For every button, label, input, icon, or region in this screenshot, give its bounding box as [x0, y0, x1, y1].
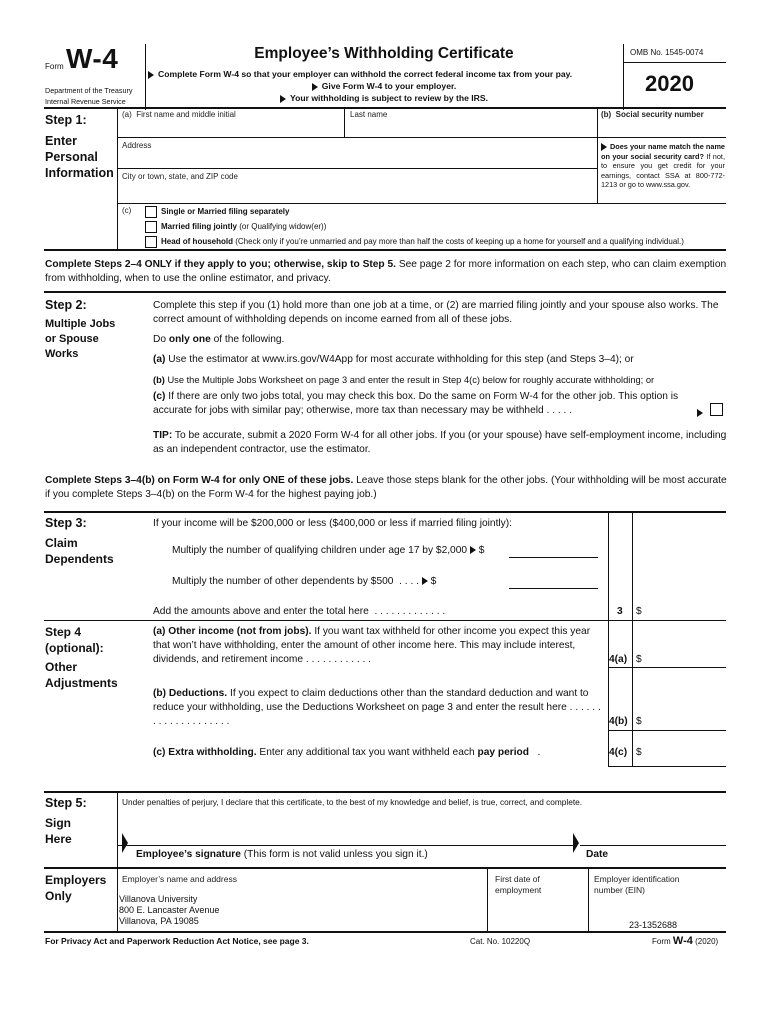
first-date-input[interactable]	[490, 898, 586, 928]
name-match-note: Does your name match the name on your social security card? If not, to ensure you get credit for your earnings, contact SSA at 800-772-1213 or go to www.ssa.gov.	[601, 142, 725, 190]
signature-label: Employee’s signature (This form is not valid unless you sign it.)	[136, 849, 428, 860]
filing-hoh-option[interactable]: Head of household (Check only if you’re unmarried and pay more than half the costs of keeping up a home for yourself and a qualifying individual.)	[145, 234, 684, 249]
form-label: Form	[45, 62, 64, 71]
employer-name-address[interactable]: Villanova University 800 E. Lancaster Avenue Villanova, PA 19085	[119, 894, 220, 926]
city-input[interactable]	[119, 183, 595, 199]
line-4a-amount-input[interactable]	[646, 651, 724, 665]
ein-value[interactable]: 23-1352688	[629, 920, 678, 930]
children-amount-input[interactable]	[517, 545, 597, 557]
address-label: Address	[122, 141, 152, 150]
step2-intro: Complete this step if you (1) hold more than one job at a time, or (2) are married filing jointly and your spouse also works. The correct amount of withholding depends on income earned from all of these jobs.	[153, 300, 719, 325]
step3-subtitle: Claim Dependents	[45, 536, 114, 566]
privacy-notice: For Privacy Act and Paperwork Reduction Act Notice, see page 3.	[45, 936, 309, 946]
date-marker-icon	[573, 833, 579, 853]
step2-option-b: (b) Use the Multiple Jobs Worksheet on page 3 and enter the result in Step 4(c) below for roughly accurate withholding; or	[153, 375, 655, 385]
line-4b-amount-input[interactable]	[646, 713, 724, 727]
date-field[interactable]	[583, 828, 723, 844]
last-name-input[interactable]	[346, 121, 595, 135]
step4-b-text: (b) Deductions. If you expect to claim deductions other than the standard deduction and want to reduce your withholding, use the Deductions Worksheet on page 3 and enter the result here . . . . . . . . . . . . . . . . . . . .	[153, 688, 601, 727]
hoh-checkbox[interactable]	[145, 236, 157, 248]
step3-total-line: Add the amounts above and enter the total here . . . . . . . . . . . . .	[153, 606, 446, 617]
line-4b-number: 4(b)	[609, 716, 628, 727]
line-4a-dollar: $	[636, 654, 642, 665]
filing-single-option[interactable]: Single or Married filing separately	[145, 204, 684, 219]
omb-number: OMB No. 1545-0074	[630, 48, 704, 57]
first-name-input[interactable]	[119, 121, 343, 135]
employer-name-label: Employer’s name and address	[122, 874, 237, 884]
ein-label: Employer identification number (EIN)	[594, 874, 680, 895]
notice-steps-3-4b: Complete Steps 3–4(b) on Form W-4 for only ONE of these jobs. Leave those steps blank for the other jobs. (Your withholding will be most accurate if you complete Steps 3–4(b) on the Form W-4 for the highest paying job.)	[45, 475, 727, 500]
footer-form-id: Form W-4 (2020)	[652, 935, 719, 947]
instruction-3: Your withholding is subject to review by the IRS.	[145, 93, 623, 103]
step3-other-line: Multiply the number of other dependents by $500 . . . . $	[172, 576, 437, 587]
line-3-number: 3	[617, 606, 623, 617]
employers-only-title: Employers Only	[45, 873, 107, 903]
signature-marker-icon	[122, 833, 128, 853]
step4-title: Step 4 (optional):	[45, 625, 104, 655]
line-3-dollar: $	[636, 606, 642, 617]
signature-field[interactable]	[132, 828, 562, 844]
ssn-input[interactable]	[599, 121, 725, 135]
date-label: Date	[586, 849, 609, 860]
step3-title: Step 3:	[45, 516, 87, 530]
step4-a-text: (a) Other income (not from jobs). If you want tax withheld for other income you expect this year that won’t have withholding, enter the amount of other income here. This may include interest, dividends, and retirement income . . . . . . . . . . . .	[153, 626, 591, 665]
filing-status-group	[145, 204, 684, 249]
form-number: W-4	[66, 43, 119, 74]
step2-subtitle: Multiple Jobs or Spouse Works	[45, 318, 116, 360]
two-jobs-arrow-icon	[697, 404, 703, 422]
last-name-label: Last name	[350, 110, 388, 119]
two-jobs-checkbox[interactable]	[710, 403, 723, 416]
filing-mfj-option[interactable]: Married filing jointly (or Qualifying widow(er))	[145, 219, 684, 234]
mfj-checkbox[interactable]	[145, 221, 157, 233]
step1-title: Step 1:	[45, 113, 87, 127]
other-dependents-amount-input[interactable]	[517, 576, 597, 588]
line-3-amount-input[interactable]	[646, 604, 724, 618]
instruction-1: Complete Form W-4 so that your employer can withhold the correct federal income tax from your pay.	[148, 69, 572, 79]
step4-subtitle: Other Adjustments	[45, 660, 118, 690]
line-4a-number: 4(a)	[609, 654, 628, 665]
filing-status-letter: (c)	[122, 206, 132, 215]
perjury-statement: Under penalties of perjury, I declare that this certificate, to the best of my knowledge and belief, is true, correct, and complete.	[122, 797, 583, 807]
line-4c-amount-input[interactable]	[646, 745, 724, 759]
step5-title: Step 5:	[45, 796, 87, 810]
dept-line1: Department of the Treasury	[45, 86, 133, 95]
dept-line2: Internal Revenue Service	[45, 97, 126, 106]
address-input[interactable]	[119, 152, 595, 166]
line-4c-number: 4(c)	[609, 747, 628, 758]
ssn-label: (b) Social security number	[601, 110, 704, 119]
first-date-label: First date of employment	[495, 874, 542, 895]
step4-c-text: (c) Extra withholding. Enter any additional tax you want withheld each pay period .	[153, 747, 541, 758]
step2-title: Step 2:	[45, 298, 87, 312]
catalog-number: Cat. No. 10220Q	[470, 937, 531, 946]
step3-intro: If your income will be $200,000 or less ($400,000 or less if married filing jointly):	[153, 518, 512, 529]
step3-children-line: Multiply the number of qualifying children under age 17 by $2,000 $	[172, 545, 485, 556]
step2-option-a: (a) Use the estimator at www.irs.gov/W4App for most accurate withholding for this step (and Steps 3–4); or	[153, 354, 634, 365]
line-4b-dollar: $	[636, 716, 642, 727]
step5-subtitle: Sign Here	[45, 816, 72, 846]
step2-tip: TIP: To be accurate, submit a 2020 Form W-4 for all other jobs. If you (or your spouse) have self-employment income, including as an independent contractor, use the estimator.	[153, 430, 727, 455]
tax-year: 2020	[645, 71, 694, 96]
line-4c-dollar: $	[636, 747, 642, 758]
city-label: City or town, state, and ZIP code	[122, 172, 238, 181]
notice-steps-2-4: Complete Steps 2–4 ONLY if they apply to you; otherwise, skip to Step 5. See page 2 for more information on each step, who can claim exemption from withholding, when to use the online estimator, and privacy.	[45, 259, 727, 284]
first-name-label: (a) First name and middle initial	[122, 110, 236, 119]
form-title: Employee’s Withholding Certificate	[254, 45, 514, 62]
step2-option-c: (c) If there are only two jobs total, you may check this box. Do the same on Form W-4 for the other job. This option is accurate for jobs with similar pay; otherwise, more tax than necessary may be withheld . . . . .	[153, 391, 679, 416]
instruction-2: Give Form W-4 to your employer.	[145, 81, 623, 91]
step1-subtitle: Enter Personal Information	[45, 134, 114, 180]
step2-do-only-one: Do only one of the following.	[153, 334, 285, 345]
single-checkbox[interactable]	[145, 206, 157, 218]
